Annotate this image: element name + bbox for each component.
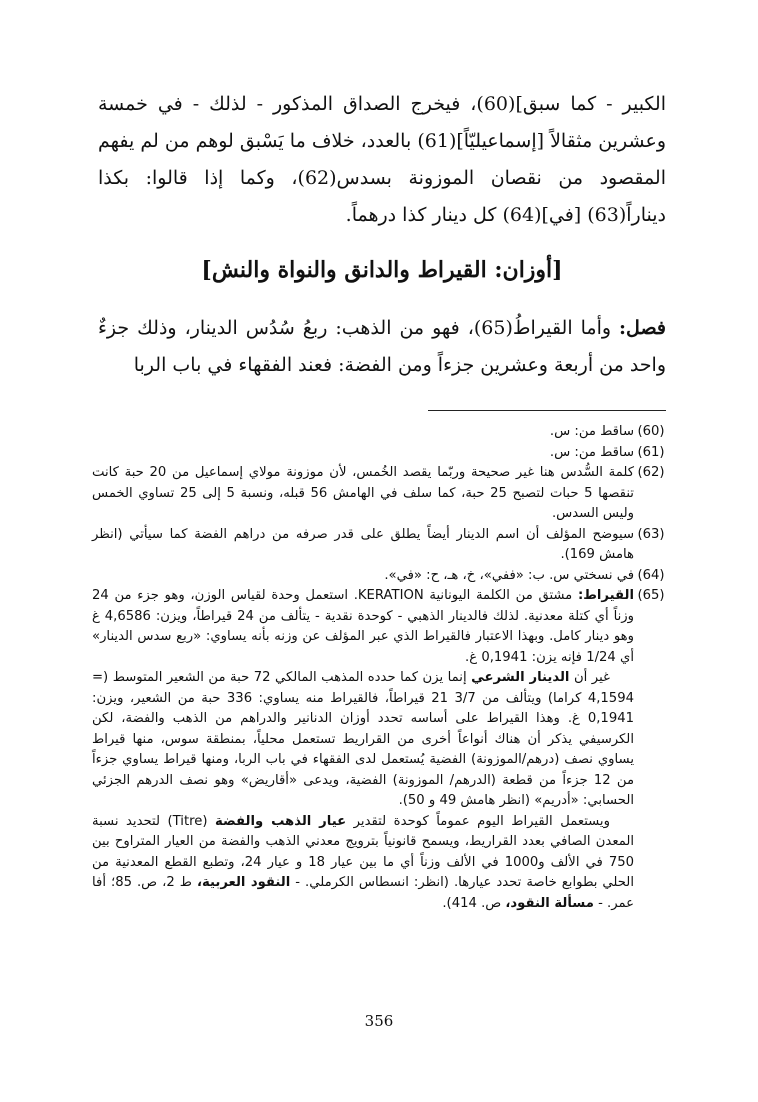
footnote-term: الدينار الشرعي [471, 670, 570, 685]
footnote-number: (63) [637, 526, 665, 542]
footnote-body: ص. 414). [442, 895, 502, 911]
page-number: 356 [364, 1012, 394, 1030]
footnote-65 [92, 586, 668, 668]
body-paragraph: الكبير - كما سبق](60)، فيخرج الصداق المذكور - لذلك - في خمسة وعشرين مثقالاً [إسماعيليّاً](61) بالعدد، خلاف ما يَسْبق لوهم من لم يفهم المقصود من نقصان الموزونة بسدس(62)، وكما إذا قالوا: بكذا ديناراً(63) [في](64) كل دينار كذا درهماً. [98, 93, 667, 226]
footnote-body: مشتق من الكلمة اليونانية KERATION. استعمل وحدة لقياس الوزن، وهو جزء من 24 وزناً أي كتلة معدنية. لذلك فالدينار الذهبي - كوحدة نقدية - يتألف من 24 قيراطاً، ويزن: 4,6586 غ وهو دينار كامل. وبهذا الاعتبار فالقيراط الذي عبر المؤلف عن وزنه بأنه يساوي: «ربع سدس الدينار» أي 1/24 فإنه يزن: 0,1941 غ. [92, 588, 635, 665]
section-text: وأما القيراطُ(65)، فهو من الذهب: ربعُ سُدُس الدينار، وذلك جزءٌ واحد من أربعة وعشرين جزءاً ومن الفضة: فعند الفقهاء في باب الربا [98, 317, 666, 376]
footnote-number: (62) [637, 465, 665, 480]
footnote-61 [92, 443, 668, 464]
footnote-number: (61) [637, 444, 665, 460]
footnote-63 [92, 525, 668, 566]
body-text [98, 86, 666, 234]
section-title: [أوزان: القيراط والدانق والنواة والنش] [201, 257, 563, 283]
footnote-text: في نسختي س. ب: «ففي»، خ، هـ، ح: «في». [384, 567, 634, 583]
footnote-number: (64) [637, 567, 665, 583]
footnote-term: القيراط: [577, 588, 634, 603]
footnote-lead: ويستعمل القيراط اليوم عموماً كوحدة لتقدير [353, 813, 610, 829]
footnote-term: عيار الذهب والفضة [215, 813, 347, 829]
footnote-term: مسألة النقود، [505, 895, 594, 911]
footnote-text: كلمة السُّدس هنا غير صحيحة وربّما يقصد الخُمس، لأن موزونة مولاي إسماعيل من 20 حبة كانت تنقصها 5 حبات لتصبح 25 حبة، كما سلف في الهامش 56 قبله، ونسبة 5 إلى 25 تساوي الخمس وليس السدس. [92, 465, 634, 521]
footnote-64 [92, 566, 668, 587]
footnote-text: ساقط من: س. [549, 444, 634, 460]
footnote-term: النقود العربية، [196, 875, 291, 890]
footnotes [92, 422, 668, 914]
footnote-text: ساقط من: س. [549, 424, 634, 439]
footnote-body: إنما يزن كما حدده المذهب المالكي 72 حبة من الشعير المتوسط (= 4,1594 كراما) ويتألف من 3/7 21 قيراطاً، فالقيراط منه يساوي: 336 حبة من الشعير، ويزن: 0,1941 غ. وهذا القيراط على أساسه تحدد أوزان الدنانير والدراهم من الذهب والفضة، لكن الكرسيفي يذكر أن هناك أنواعاً أخرى من القراريط تستعمل محلياً، بمنطقة سوس، منها قيراط يساوي نصف (درهم/الموزونة) الفضية يُستعمل لدى الفقهاء في باب الربا، ومنها قيراط يساوي جزءاً من 12 جزءاً من قطعة (الدرهم/ الموزونة) الفضية، ويدعى «أقاريض» وهو نصف الدرهم الجزئي الحسابي: «أدريم» (انظر هامش 49 و 50). [92, 670, 635, 808]
section-paragraph [98, 310, 666, 384]
footnote-body: ط 2، ص. 85؛ أفا عمر. - [92, 875, 634, 911]
footnote-text: سيوضح المؤلف أن اسم الدينار أيضاً يطلق على قدر صرفه من دراهم الفضة كما سيأتي (انظر هامش 169). [92, 526, 634, 562]
footnote-divider [428, 410, 666, 411]
footnote-body: (Titre) لتحديد نسبة المعدن الصافي بعدد القراريط، ويسمح قانونياً بترويج معدني الذهب والفضة من العيار المتراوح بين 750 في الألف و1000 في الألف وزناً أي ما بين عيار 18 و عيار 24، وتطبع القطع المعدنية من الحلي بطوابع خاصة تحدد عيارها. (انظر: انسطاس الكرملي. - [92, 813, 634, 890]
footnote-60 [92, 422, 668, 443]
footnote-62 [92, 463, 668, 525]
footnote-number: (60) [637, 424, 665, 439]
footnote-number: (65) [637, 588, 665, 603]
footnote-text [92, 586, 634, 668]
footnote-65-paragraph-3 [92, 812, 634, 915]
footnote-65-paragraph-2 [92, 668, 634, 812]
section-lead: فصل: [619, 317, 667, 339]
footnote-lead: غير أن [573, 670, 610, 685]
